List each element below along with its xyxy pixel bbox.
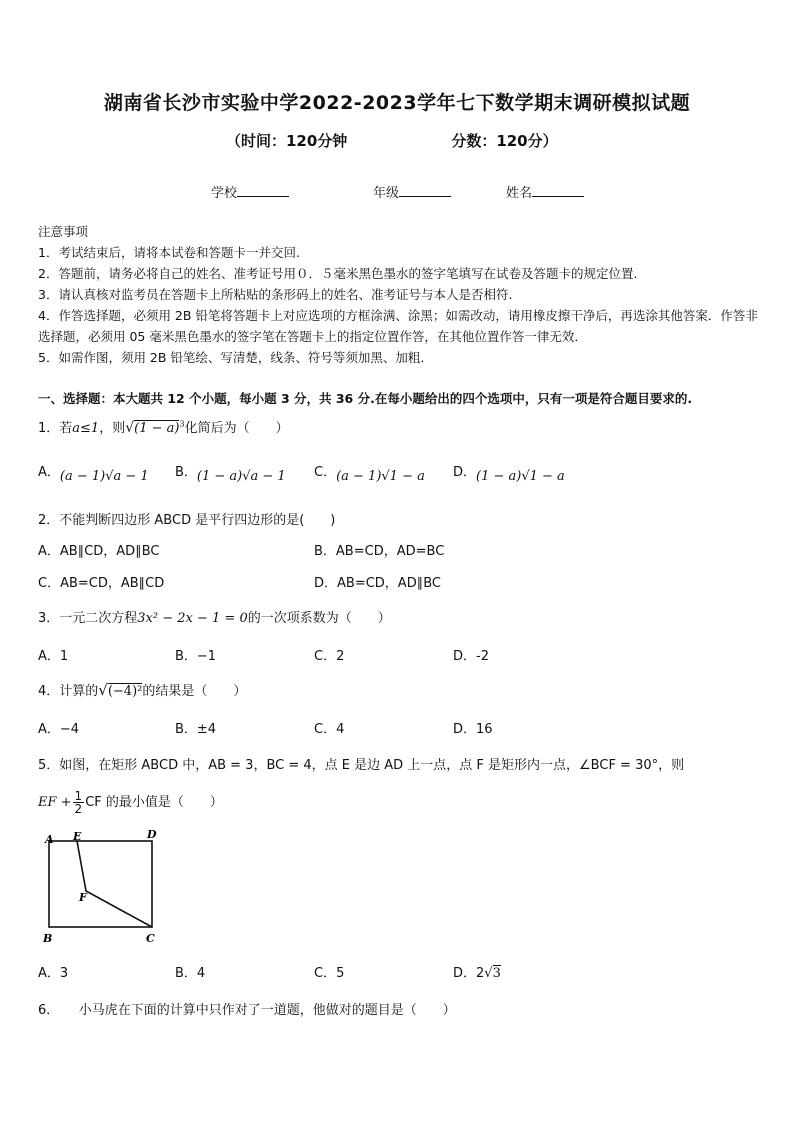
rectangle-figure [36, 826, 166, 948]
q3-option-c[interactable]: C．2 [314, 649, 345, 664]
q2-option-a[interactable]: A．AB∥CD，AD∥BC [38, 544, 160, 559]
q4-option-d[interactable]: D．16 [453, 722, 493, 737]
section-heading: 一、选择题：本大题共 12 个小题，每小题 3 分，共 36 分.在每小题给出的四个选项中，只有一项是符合题目要求的. [38, 391, 693, 406]
path-e-f-c [77, 841, 152, 927]
q1-option-a[interactable]: A．(a − 1)√a − 1 [38, 465, 149, 484]
q1-tail: 化简后为（ ） [184, 421, 289, 436]
question-6: 6． 小马虎在下面的计算中只作对了一道题，他做对的题目是（ ） [38, 1003, 456, 1018]
q5-option-d[interactable] [453, 962, 501, 981]
school-blank [237, 184, 289, 197]
q4-option-a[interactable]: A．−4 [38, 722, 80, 737]
q5-d-pre: D．2 [453, 966, 485, 981]
q1-option-b[interactable]: B．(1 − a)√a − 1 [175, 465, 286, 484]
school-label: 学校 [211, 186, 238, 201]
q1-expr: (1 − a) [134, 421, 180, 436]
exam-score: 分数：120分） [451, 132, 558, 150]
q1-option-d[interactable]: D．(1 − a)√1 − a [453, 465, 565, 484]
q3-option-d[interactable]: D．-2 [453, 649, 489, 664]
q5-option-c[interactable]: C．5 [314, 966, 345, 981]
question-2: 2．不能判断四边形 ABCD 是平行四边形的是( ) [38, 513, 336, 528]
q4-stem-post: 的结果是（ ） [142, 684, 247, 699]
radical-icon: √ [98, 681, 108, 699]
label-d: D [147, 828, 157, 841]
question-1 [38, 417, 289, 436]
q5-option-b[interactable]: B．4 [175, 966, 206, 981]
note-item: 3．请认真核对监考员在答题卡上所粘贴的条形码上的姓名、准考证号与本人是否相符. [38, 287, 513, 302]
q5-d-rad: 3 [492, 966, 501, 981]
rectangle-abcd [49, 841, 152, 927]
note-item: 4．作答选择题，必须用 2B 铅笔将答题卡上对应选项的方框涂满、涂黑；如需改动，请用橡皮擦干净后，再选涂其他答案．作答非选择题，必须用 05 毫米黑色墨水的签字笔在答题卡上的指定位置作答，在其他位置作答一律无效． [38, 308, 758, 344]
q5-ef: EF + [38, 795, 72, 810]
label-c: C [146, 932, 155, 945]
q3-option-b[interactable]: B．−1 [175, 649, 217, 664]
label-f: F [79, 891, 87, 904]
q3-option-a[interactable]: A．1 [38, 649, 69, 664]
name-label: 姓名 [506, 186, 533, 201]
note-item: 2．答题前，请务必将自己的姓名、准考证号用０．５毫米黑色墨水的签字笔填写在试卷及答题卡的规定位置. [38, 266, 638, 281]
name-field [506, 182, 584, 201]
q3-stem-post: 的一次项系数为（ ） [247, 611, 391, 626]
notes-heading: 注意事项 [38, 224, 89, 239]
question-5-line1: 5．如图，在矩形 ABCD 中，AB = 3，BC = 4，点 E 是边 AD 上一点，点 F 是矩形内一点，∠BCF = 30°，则 [38, 758, 685, 773]
radical-icon: √ [125, 420, 135, 436]
note-item: 5．如需作图，须用 2B 铅笔绘、写清楚，线条、符号等须加黑、加粗． [38, 350, 433, 365]
grade-blank [399, 184, 451, 197]
note-item: 1．考试结束后，请将本试卷和答题卡一并交回. [38, 245, 300, 260]
notes-section [38, 221, 758, 368]
label-e: E [73, 830, 82, 843]
q1-option-c[interactable]: C．(a − 1)√1 − a [314, 465, 425, 484]
grade-field [373, 182, 451, 201]
q3-equation: 3x² − 2x − 1 = 0 [137, 611, 248, 626]
q1-cond: a≤1 [72, 421, 100, 436]
question-4 [38, 680, 246, 699]
q4-option-c[interactable]: C．4 [314, 722, 345, 737]
q5-option-a[interactable]: A．3 [38, 966, 69, 981]
name-blank [532, 184, 584, 197]
q5-stem-post: CF 的最小值是（ ） [85, 795, 223, 810]
question-5-line2 [38, 790, 223, 815]
frac-num: 1 [74, 789, 83, 803]
q4-stem-pre: 4．计算的 [38, 684, 99, 699]
grade-label: 年级 [373, 186, 400, 201]
label-b: B [43, 932, 53, 945]
question-3 [38, 607, 391, 626]
q4-option-b[interactable]: B．±4 [175, 722, 217, 737]
frac-den: 2 [74, 802, 83, 816]
exam-info [226, 130, 558, 151]
q3-stem-pre: 3．一元二次方程 [38, 611, 138, 626]
q1-exp: 3 [179, 419, 185, 429]
label-a: A [45, 833, 54, 846]
q2-option-b[interactable]: B．AB=CD，AD=BC [314, 544, 445, 559]
school-field [211, 182, 289, 201]
fraction [73, 790, 85, 815]
q1-mid: ，则 [99, 421, 126, 436]
q2-option-c[interactable]: C．AB=CD，AB∥CD [38, 576, 165, 591]
radical-icon: √ [484, 966, 493, 981]
q4-expr: (−4)² [107, 684, 143, 699]
q1-num: 1．若 [38, 421, 73, 436]
page-title: 湖南省长沙市实验中学2022-2023学年七下数学期末调研模拟试题 [103, 92, 691, 114]
exam-time: （时间：120分钟 [226, 132, 348, 150]
q2-option-d[interactable]: D．AB=CD，AD∥BC [314, 576, 441, 591]
